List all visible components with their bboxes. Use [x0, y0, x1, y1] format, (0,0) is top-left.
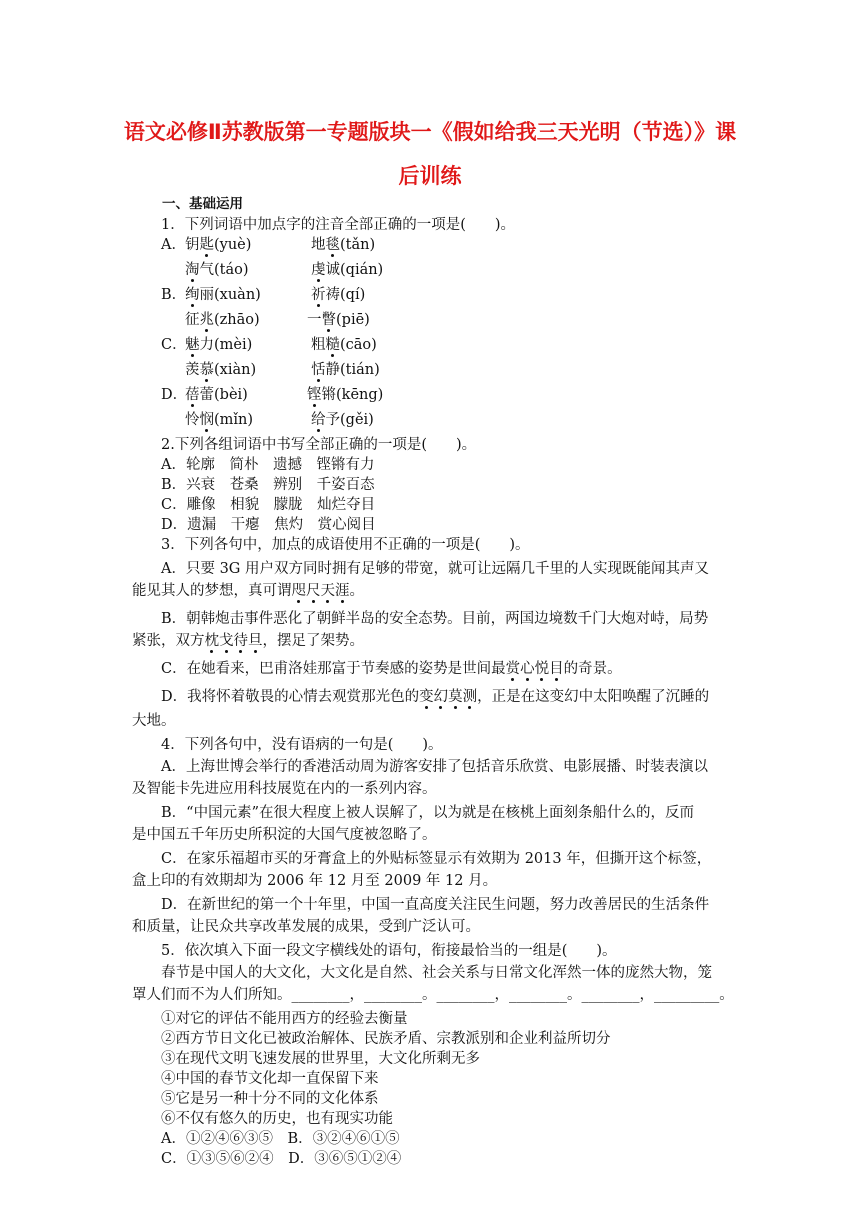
q5-options-cd: C．①③⑤⑥②④ D．③⑥⑤①②④	[161, 1151, 402, 1167]
emphasis-dot	[555, 678, 558, 681]
q1-option-c-label: C．	[161, 337, 187, 353]
q1-b-word-4: 一瞥 (piē)	[307, 311, 370, 329]
emphasis-dot	[317, 379, 320, 382]
emphasis-dot	[205, 379, 208, 382]
q4-stem: 4．下列各句中，没有语病的一句是( )。	[161, 737, 443, 753]
q5-sentence-3: ③在现代文明飞速发展的世界里，大文化所剩无多	[161, 1051, 480, 1067]
emphasis-dot	[331, 254, 334, 257]
emphasis-dot	[425, 706, 428, 709]
emphasis-dot	[205, 254, 208, 257]
q2-stem: 2.下列各组词语中书写全部正确的一项是( )。	[161, 437, 477, 453]
q1-stem: 1．下列词语中加点字的注音全部正确的一项是( )。	[161, 217, 516, 233]
dotted-char: 莫	[448, 689, 463, 705]
dotted-char: 涯	[335, 583, 350, 599]
q4-option-b-line-2: 是中国五千年历史所积淀的大国气度被忽略了。	[132, 827, 437, 843]
q2-option-a: A．轮廓 简朴 遗撼 铿锵有力	[161, 457, 375, 473]
emphasis-dot	[239, 650, 242, 653]
q1-b-word-1: 绚 丽(xuàn)	[185, 286, 261, 304]
q5-passage-line-1: 春节是中国人的大文化，大文化是自然、社会关系与日常文化浑然一体的庞然大物，笼	[161, 965, 712, 981]
q4-option-a-line-2: 及智能卡先进应用科技展览在内的一系列内容。	[132, 781, 437, 797]
emphasis-dot	[511, 678, 514, 681]
dotted-idiom	[205, 633, 263, 649]
q1-a-word-2: 地毯 (tǎn)	[311, 236, 375, 254]
emphasis-dot	[191, 279, 194, 282]
q1-a-word-3: 淘 气(táo)	[185, 261, 249, 279]
dotted-char: 悦	[535, 661, 550, 677]
dotted-char: 目	[549, 661, 564, 677]
q1-c-word-4: 恬 静(tián)	[311, 361, 380, 379]
q1-d-word-2: 铿 锵(kēng)	[307, 386, 383, 404]
emphasis-dot	[526, 678, 529, 681]
emphasis-dot	[191, 404, 194, 407]
q5-sentence-6: ⑥不仅有悠久的历史，也有现实功能	[161, 1111, 393, 1127]
emphasis-dot	[468, 706, 471, 709]
emphasis-dot	[191, 304, 194, 307]
q3-option-b-line-2: 紧张，双方枕 戈 待 旦 ，摆足了架势。	[132, 632, 364, 650]
dotted-char: 幻	[434, 689, 449, 705]
emphasis-dot	[312, 600, 315, 603]
emphasis-dot	[540, 678, 543, 681]
q1-option-b-label: B．	[161, 287, 187, 303]
q1-b-word-3: 征兆 (zhāo)	[185, 311, 260, 329]
q1-b-word-2: 祈 祷(qí)	[311, 286, 365, 304]
q1-a-word-1: 钥匙 (yuè)	[185, 236, 251, 254]
emphasis-dot	[205, 429, 208, 432]
q4-option-c-line-1: C．在家乐福超市买的牙膏盒上的外贴标签显示有效期为 2013 年，但撕开这个标签，	[161, 851, 712, 867]
q2-option-c: C．雕像 相貌 朦胧 灿烂夺目	[161, 497, 376, 513]
dotted-char: 心	[520, 661, 535, 677]
q1-c-word-2: 粗糙 (cāo)	[311, 336, 377, 354]
emphasis-dot	[317, 304, 320, 307]
q3-option-a-line-2: 能见其人的梦想，真可谓咫 尺 天 涯 。	[132, 582, 364, 600]
dotted-idiom	[419, 689, 477, 705]
emphasis-dot	[297, 600, 300, 603]
dotted-char: 测	[463, 689, 478, 705]
q5-sentence-1: ①对它的评估不能用西方的经验去衡量	[161, 1011, 408, 1027]
document-title-line-2: 后训练	[398, 164, 462, 188]
q4-option-d-line-1: D．在新世纪的第一个十年里，中国一直高度关注民生问题，努力改善居民的生活条件	[161, 897, 710, 913]
q3-option-d-line-1: D．我将怀着敬畏的心情去观赏那光色的变 幻 莫 测 ，正是在这变幻中太阳唤醒了沉睡的	[161, 688, 709, 706]
q5-sentence-5: ⑤它是另一种十分不同的文化体系	[161, 1091, 379, 1107]
dotted-char: 赏	[506, 661, 521, 677]
q5-passage-line-2: 罩人们而不为人们所知。________，________。________，________。________，_________。	[132, 987, 734, 1003]
q5-sentence-4: ④中国的春节文化却一直保留下来	[161, 1071, 379, 1087]
emphasis-dot	[326, 600, 329, 603]
emphasis-dot	[331, 354, 334, 357]
q4-option-a-line-1: A．上海世博会举行的香港活动周为游客安排了包括音乐欣赏、电影展播、时装表演以	[161, 759, 708, 775]
q4-option-c-line-2: 盒上印的有效期却为 2006 年 12 月至 2009 年 12 月。	[132, 873, 498, 889]
q5-stem: 5．依次填入下面一段文字横线处的语句，衔接最恰当的一组是( )。	[161, 943, 617, 959]
emphasis-dot	[210, 650, 213, 653]
dotted-char: 变	[419, 689, 434, 705]
q5-options-ab: A．①②④⑥③⑤ B．③②④⑥①⑤	[161, 1131, 400, 1147]
dotted-idiom	[292, 583, 350, 599]
emphasis-dot	[341, 600, 344, 603]
q1-a-word-4: 虔 诚(qián)	[311, 261, 383, 279]
q3-stem: 3．下列各句中，加点的成语使用不正确的一项是( )。	[161, 537, 530, 553]
emphasis-dot	[313, 404, 316, 407]
dotted-char: 咫	[292, 583, 307, 599]
emphasis-dot	[327, 329, 330, 332]
dotted-char: 尺	[306, 583, 321, 599]
q1-option-d-label: D．	[161, 387, 188, 403]
section-heading: 一、基础运用	[162, 196, 243, 212]
q3-option-d-line-2: 大地。	[132, 713, 176, 729]
q1-d-word-1: 蓓 蕾(bèi)	[185, 386, 248, 404]
q4-option-d-line-2: 和质量，让民众共享改革发展的成果，受到广泛认可。	[132, 919, 480, 935]
dotted-char: 旦	[248, 633, 263, 649]
q3-option-c: C．在她看来，巴甫洛娃那富于节奏感的姿势是世间最赏 心 悦 目 的奇景。	[161, 660, 622, 678]
q5-sentence-2: ②西方节日文化已被政治解体、民族矛盾、宗教派别和企业利益所切分	[161, 1031, 611, 1047]
document-title-line-1: 语文必修Ⅱ苏教版第一专题版块一《假如给我三天光明（节选）》课	[123, 120, 737, 144]
emphasis-dot	[454, 706, 457, 709]
q2-option-b: B．兴衰 苍桑 辨别 千姿百态	[161, 477, 375, 493]
q1-c-word-1: 魅 力(mèi)	[185, 336, 252, 354]
q2-option-d: D．遗漏 干瘪 焦灼 赏心阅目	[161, 517, 376, 533]
q1-d-word-4: 给 予(gěi)	[311, 411, 374, 429]
emphasis-dot	[191, 354, 194, 357]
emphasis-dot	[205, 329, 208, 332]
emphasis-dot	[317, 429, 320, 432]
q3-option-a-line-1: A．只要 3G 用户双方同时拥有足够的带宽，就可让远隔几千里的人实现既能闻其声又	[161, 561, 709, 577]
dotted-char: 戈	[219, 633, 234, 649]
emphasis-dot	[439, 706, 442, 709]
dotted-idiom	[506, 661, 564, 677]
q1-option-a-label: A．	[161, 237, 186, 253]
q1-d-word-3: 怜悯 (mǐn)	[185, 411, 253, 429]
dotted-char: 天	[321, 583, 336, 599]
emphasis-dot	[317, 279, 320, 282]
emphasis-dot	[254, 650, 257, 653]
emphasis-dot	[225, 650, 228, 653]
q3-option-b-line-1: B．朝韩炮击事件恶化了朝鲜半岛的安全态势。目前，两国边境数千门大炮对峙，局势	[161, 611, 709, 627]
dotted-char: 待	[234, 633, 249, 649]
dotted-char: 枕	[205, 633, 220, 649]
q4-option-b-line-1: B．“中国元素”在很大程度上被人误解了，以为就是在核桃上面刻条船什么的，反而	[161, 805, 694, 821]
q1-c-word-3: 羡慕 (xiàn)	[185, 361, 256, 379]
